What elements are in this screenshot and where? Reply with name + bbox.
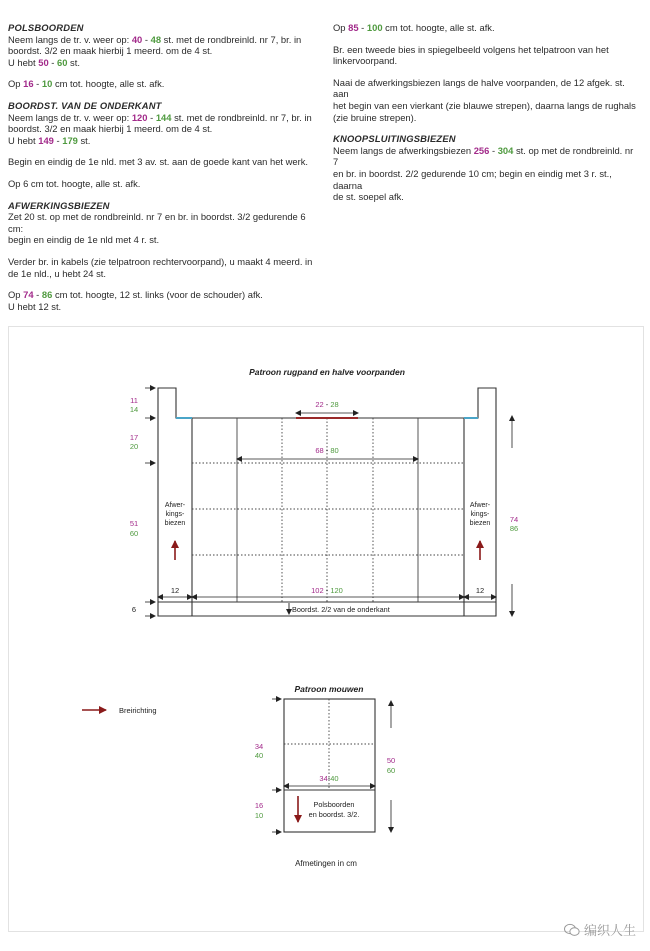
- knoops-line-1: Neem langs de afwerkingsbiezen 256 - 304 st. op met de rondbreinld. nr 7: [333, 144, 634, 168]
- boordst-paragraph-3: Op 6 cm tot. hoogte, alle st. afk.: [8, 177, 141, 189]
- polsboorden-paragraph-2: Op 16 - 10 cm tot. hoogte, alle st. afk.: [8, 78, 165, 90]
- sleeve-cuff-label-2: en boordst. 3/2.: [308, 810, 360, 819]
- svg-text:biezen: biezen: [164, 520, 186, 527]
- sleeve-dim-60-label: 60: [386, 766, 396, 775]
- afwerk-label-left: [165, 502, 186, 527]
- afwerking-line-1: Zet 20 st. op met de rondbreinld. nr 7 en br. in boordst. 3/2 gedurende 6 cm:: [8, 211, 306, 234]
- afwerking-p3-line-2: U hebt 12 st.: [8, 300, 62, 312]
- body-pattern-title: Patroon rugpand en halve voorpanden: [249, 367, 405, 377]
- knoops-line-3: de st. soepel afk.: [333, 191, 404, 203]
- left-12-label: 12: [170, 586, 180, 595]
- dim-17-label: 17: [129, 433, 139, 442]
- afwerking-p3-line-1: Op 74 - 86 cm tot. hoogte, 12 st. links (voor de schouder) afk.: [8, 289, 263, 301]
- dim-14-label: 14: [129, 405, 139, 414]
- watermark-text: 编织人生: [583, 923, 636, 938]
- right-paragraph-3-line-1: Naai de afwerkingsbiezen langs de halve voorpanden, de 12 afgek. st. aan: [333, 76, 625, 100]
- svg-text:kings-: kings-: [470, 511, 490, 518]
- right-paragraph-3-line-2: het begin van een vierkant (zie blauwe strepen), daarna langs de rughals: [333, 99, 636, 111]
- right-paragraph-2-line-2: linkervoorpand.: [333, 55, 398, 67]
- afwerk-label-right: [470, 502, 491, 527]
- width-68-dimension-label: 68 - 80: [315, 446, 339, 455]
- afwerking-p2-line-1: Verder br. in kabels (zie telpatroon rechtervoorpand), u maakt 4 meerd. in: [8, 255, 313, 267]
- bottom-rib-label: Boordst. 2/2 van de onderkant: [292, 605, 390, 614]
- breirichting-legend-label: Breirichting: [119, 706, 157, 715]
- right-paragraph-2-line-1: Br. een tweede bies in spiegelbeeld volgens het telpatroon van het: [333, 43, 609, 55]
- svg-text:kings-: kings-: [165, 511, 185, 518]
- svg-text:Afwer-: Afwer-: [164, 502, 186, 509]
- neck-dimension-label: 22 - 28: [315, 400, 339, 409]
- dim-51-label: 51: [129, 519, 139, 528]
- sleeve-dim-10-label: 10: [254, 811, 264, 820]
- right-12-label: 12: [475, 586, 485, 595]
- left-height-markers: [145, 388, 155, 616]
- boordst-line-2: boordst. 3/2 en maak hierbij 1 meerd. om de 4 st.: [8, 123, 213, 135]
- sleeve-pattern-title: Patroon mouwen: [294, 684, 364, 694]
- dim-20-label: 20: [129, 442, 139, 451]
- sleeve-dim-16-label: 16: [254, 801, 264, 810]
- wechat-icon: [564, 923, 580, 937]
- dim-86-label: 86: [509, 524, 519, 533]
- dim-60-label: 60: [129, 529, 139, 538]
- boordst-line-3: U hebt 149 - 179 st.: [8, 134, 91, 146]
- knoops-line-2: en br. in boordst. 2/2 gedurende 10 cm; begin en eindig met 3 r. st., daarna: [333, 167, 612, 191]
- width-102-label: 102 - 120: [311, 586, 343, 595]
- dim-11-label: 11: [130, 396, 138, 405]
- afwerking-line-2: begin en eindig de 1e nld met 4 r. st.: [8, 234, 160, 246]
- sleeve-left-markers: [272, 699, 281, 832]
- section-heading-boordst: BOORDST. VAN DE ONDERKANT: [8, 99, 162, 111]
- polsboorden-line-3: U hebt 50 - 60 st.: [8, 56, 80, 68]
- watermark: [564, 920, 636, 939]
- svg-text:Afwer-: Afwer-: [469, 502, 491, 509]
- svg-text:biezen: biezen: [469, 520, 491, 527]
- dim-74-label: 74: [509, 515, 519, 524]
- sleeve-cuff-label-1: Polsboorden: [313, 800, 355, 809]
- sleeve-dim-40-label: 40: [254, 751, 264, 760]
- measurements-caption: Afmetingen in cm: [295, 859, 357, 868]
- section-heading-polsboorden: POLSBOORDEN: [8, 22, 84, 33]
- section-heading-afwerkingsbiezen: AFWERKINGSBIEZEN: [8, 199, 110, 211]
- sleeve-width-label: 34-40: [319, 774, 339, 783]
- dim-6-label: 6: [131, 605, 137, 614]
- polsboorden-line-2: boordst. 3/2 en maak hierbij 1 meerd. om de 4 st.: [8, 45, 213, 57]
- boordst-line-1: Neem langs de tr. v. weer op: 120 - 144 st. met de rondbreinld. nr 7, br. in: [8, 111, 312, 123]
- sleeve-dim-50-label: 50: [386, 756, 396, 765]
- boordst-paragraph-2: Begin en eindig de 1e nld. met 3 av. st. aan de goede kant van het werk.: [8, 156, 309, 168]
- afwerking-p2-line-2: de 1e nld., u hebt 24 st.: [8, 267, 106, 279]
- right-paragraph-3-line-3: (zie bruine strepen).: [333, 111, 417, 123]
- section-heading-knoopsluitingsbiezen: KNOOPSLUITINGSBIEZEN: [333, 133, 456, 145]
- polsboorden-line-1: Neem langs de tr. v. weer op: 40 - 48 st. met de rondbreinld. nr 7, br. in: [8, 33, 302, 45]
- right-paragraph-1: Op 85 - 100 cm tot. hoogte, alle st. afk.: [333, 22, 495, 33]
- sleeve-dim-34-label: 34: [254, 742, 264, 751]
